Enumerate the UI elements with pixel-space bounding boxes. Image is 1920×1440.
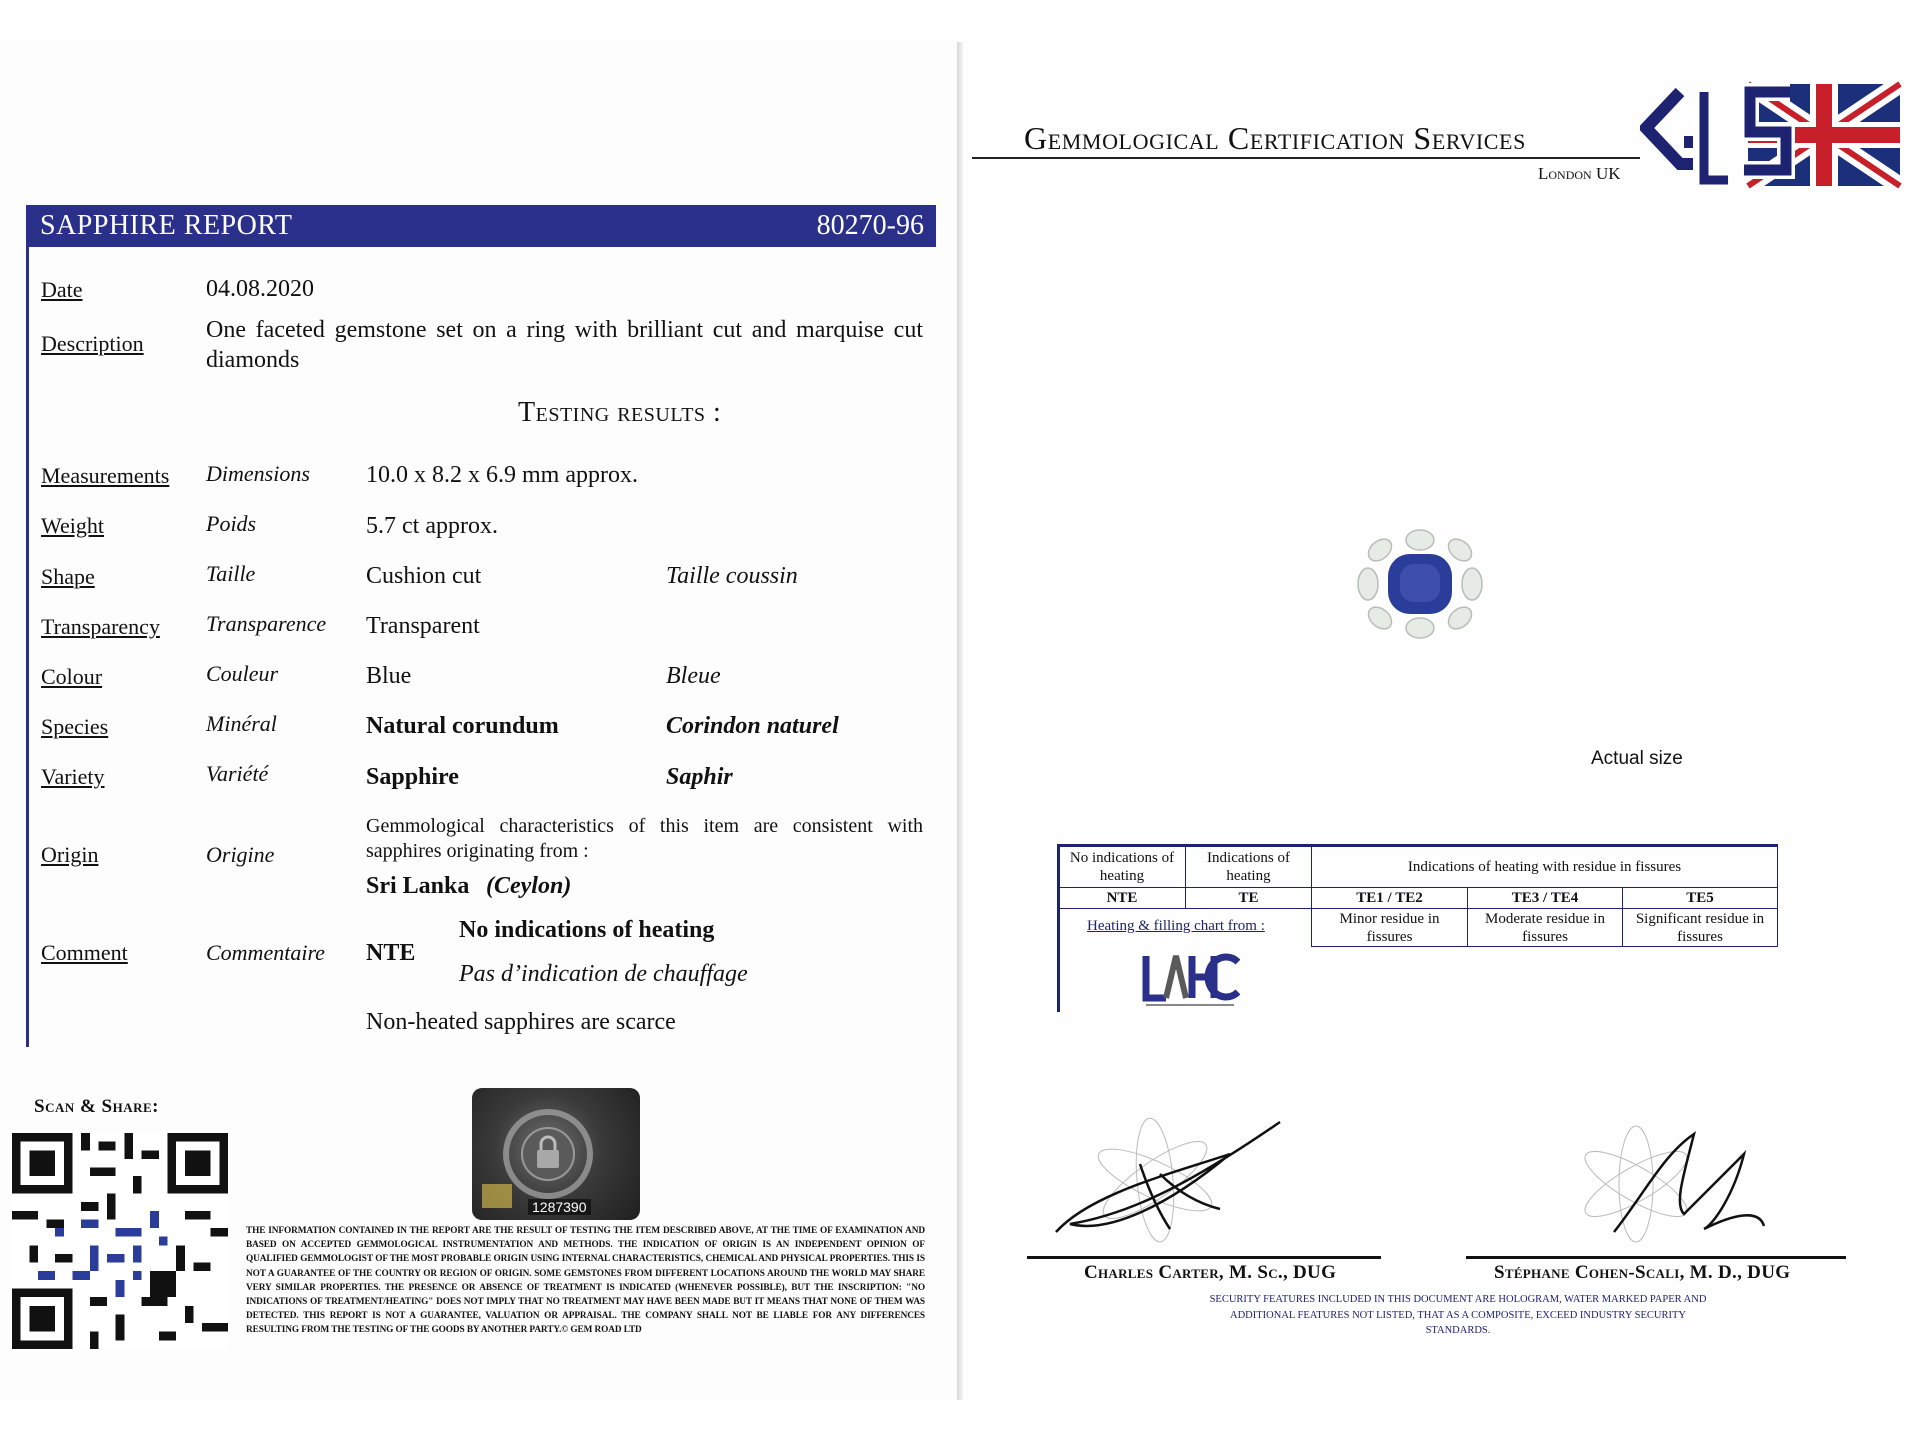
colour-value: Blue [366, 663, 412, 689]
sapphire-ring-photo [1352, 526, 1488, 642]
weight-label: Weight [41, 513, 104, 538]
lmhc-logo [1140, 948, 1240, 1012]
transparency-value: Transparent [366, 613, 480, 639]
signature-1 [1050, 1114, 1290, 1244]
signatory-2-name: Stéphane Cohen-Scali, M. D., DUG [1494, 1262, 1791, 1283]
no-heat-header: No indications of heating [1059, 846, 1186, 888]
variety-label-fr: Variété [206, 761, 269, 786]
testing-results-heading: Testing results : [518, 397, 722, 428]
shape-label: Shape [41, 564, 95, 589]
report-header-bar [26, 205, 936, 247]
residue-significant: Significant residue in fissures [1623, 909, 1778, 947]
code-te3-te4: TE3 / TE4 [1468, 888, 1623, 909]
signature-2-rule [1466, 1256, 1846, 1259]
actual-size-caption: Actual size [1591, 748, 1683, 769]
weight-value: 5.7 ct approx. [366, 513, 498, 539]
code-te: TE [1186, 888, 1312, 909]
qr-code[interactable] [12, 1133, 228, 1349]
signature-1-rule [1027, 1256, 1381, 1259]
date-label: Date [41, 277, 83, 302]
origin-place: Sri Lanka [366, 873, 470, 899]
code-te5: TE5 [1623, 888, 1778, 909]
gcs-logo [1640, 80, 1904, 190]
variety-value: Sapphire [366, 764, 459, 790]
origin-place-alt: (Ceylon) [486, 873, 572, 899]
report-left-rule [26, 247, 29, 1047]
hologram-number: 1287390 [528, 1199, 591, 1215]
origin-label: Origin [41, 842, 99, 867]
chart-source-label: Heating & filling chart from : [1087, 918, 1265, 934]
species-value: Natural corundum [366, 713, 559, 739]
origin-label-fr: Origine [206, 842, 275, 867]
comment-value-fr: Pas d’indication de chauffage [459, 961, 748, 987]
company-rule [972, 157, 1640, 159]
shape-value: Cushion cut [366, 563, 482, 589]
shape-label-fr: Taille [206, 561, 256, 586]
heat-header: Indications of heating [1186, 846, 1312, 888]
report-number: 80270-96 [816, 210, 924, 241]
date-value: 04.08.2020 [206, 276, 314, 302]
colour-label-fr: Couleur [206, 661, 279, 686]
company-location: London UK [1538, 164, 1621, 183]
variety-label: Variety [41, 764, 105, 789]
description-label: Description [41, 331, 144, 356]
species-value-fr: Corindon naturel [666, 713, 839, 739]
measurements-label: Measurements [41, 463, 170, 488]
residue-header: Indications of heating with residue in fissures [1312, 846, 1778, 888]
measurements-label-fr: Dimensions [206, 461, 310, 486]
shape-value-fr: Taille coussin [666, 563, 798, 589]
signature-2 [1574, 1114, 1774, 1244]
origin-statement: Gemmological characteristics of this item are consistent with sapphires originating from : [366, 815, 923, 862]
comment-code: NTE [366, 940, 416, 966]
species-label-fr: Minéral [206, 711, 277, 736]
residue-minor: Minor residue in fissures [1312, 909, 1468, 947]
measurements-value: 10.0 x 8.2 x 6.9 mm approx. [366, 462, 638, 488]
transparency-label: Transparency [41, 614, 160, 639]
weight-label-fr: Poids [206, 511, 257, 536]
species-label: Species [41, 714, 109, 739]
report-title: SAPPHIRE REPORT [40, 210, 293, 241]
report-disclaimer: THE INFORMATION CONTAINED IN THE REPORT ARE THE RESULT OF TESTING THE ITEM DESCRIBED ABOVE, AT THE TIME OF EXAMINATION AND BASED ON ACCEPTED GEMMOLOGICAL INSTRUMENTATION AND METHODS. THE INDICATION OF ORIGIN IS AN INDEPENDENT OPINION OF QUALIFIED GEMMOLOGIST OF THE MOST PROBABLE ORIGIN USING INTERNAL CHARACTERISTICS, CHEMICAL AND PHYSICAL PROPERTIES. THIS IS NOT A GUARANTEE OF THE COUNTRY OR REGION OF ORIGIN. SOME GEMSTONES FROM DIFFERENT LOCATIONS AROUND THE WORLD MAY SHARE VERY SIMILAR PROPERTIES. THE PRESENCE OR ABSENCE OF TREATMENT IS INDICATED (WHENEVER POSSIBLE), BUT THE INSCRIPTION: "NO INDICATIONS OF TREATMENT/HEATING" DOES NOT IMPLY THAT NO TREATMENT MAY HAVE BEEN MADE BUT IT MEANS THAT NONE OF THEM WAS DETECTED. THIS REPORT IS NOT A GUARANTEE, VALUATION OR APPRAISAL. THE COMPANY SHALL NOT BE LIABLE FOR ANY DIFFERENCES RESULTING FROM THE TESTING OF THE GOODS BY ANOTHER PARTY.© GEM ROAD LTD [246, 1226, 925, 1336]
residue-moderate: Moderate residue in fissures [1468, 909, 1623, 947]
signatory-1-name: Charles Carter, M. Sc., DUG [1084, 1262, 1337, 1283]
colour-value-fr: Bleue [666, 663, 721, 689]
comment-label: Comment [41, 940, 128, 965]
transparency-label-fr: Transparence [206, 611, 327, 636]
scan-share-title: Scan & Share: [34, 1096, 160, 1117]
code-nte: NTE [1059, 888, 1186, 909]
company-name: Gemmological Certification Services [1024, 120, 1526, 156]
description-value: One faceted gemstone set on a ring with brilliant cut and marquise cut diamonds [206, 317, 923, 373]
comment-label-fr: Commentaire [206, 940, 325, 965]
security-features-note: SECURITY FEATURES INCLUDED IN THIS DOCUMENT ARE HOLOGRAM, WATER MARKED PAPER AND ADDITIONAL FEATURES NOT LISTED, THAT AS A COMPOSITE, EXCEED INDUSTRY SECURITY STANDARDS. [1209, 1294, 1707, 1336]
code-te1-te2: TE1 / TE2 [1312, 888, 1468, 909]
colour-label: Colour [41, 664, 103, 689]
lock-icon [537, 1150, 559, 1168]
variety-value-fr: Saphir [666, 764, 733, 790]
comment-note: Non-heated sapphires are scarce [366, 1009, 676, 1035]
comment-value: No indications of heating [459, 917, 715, 943]
